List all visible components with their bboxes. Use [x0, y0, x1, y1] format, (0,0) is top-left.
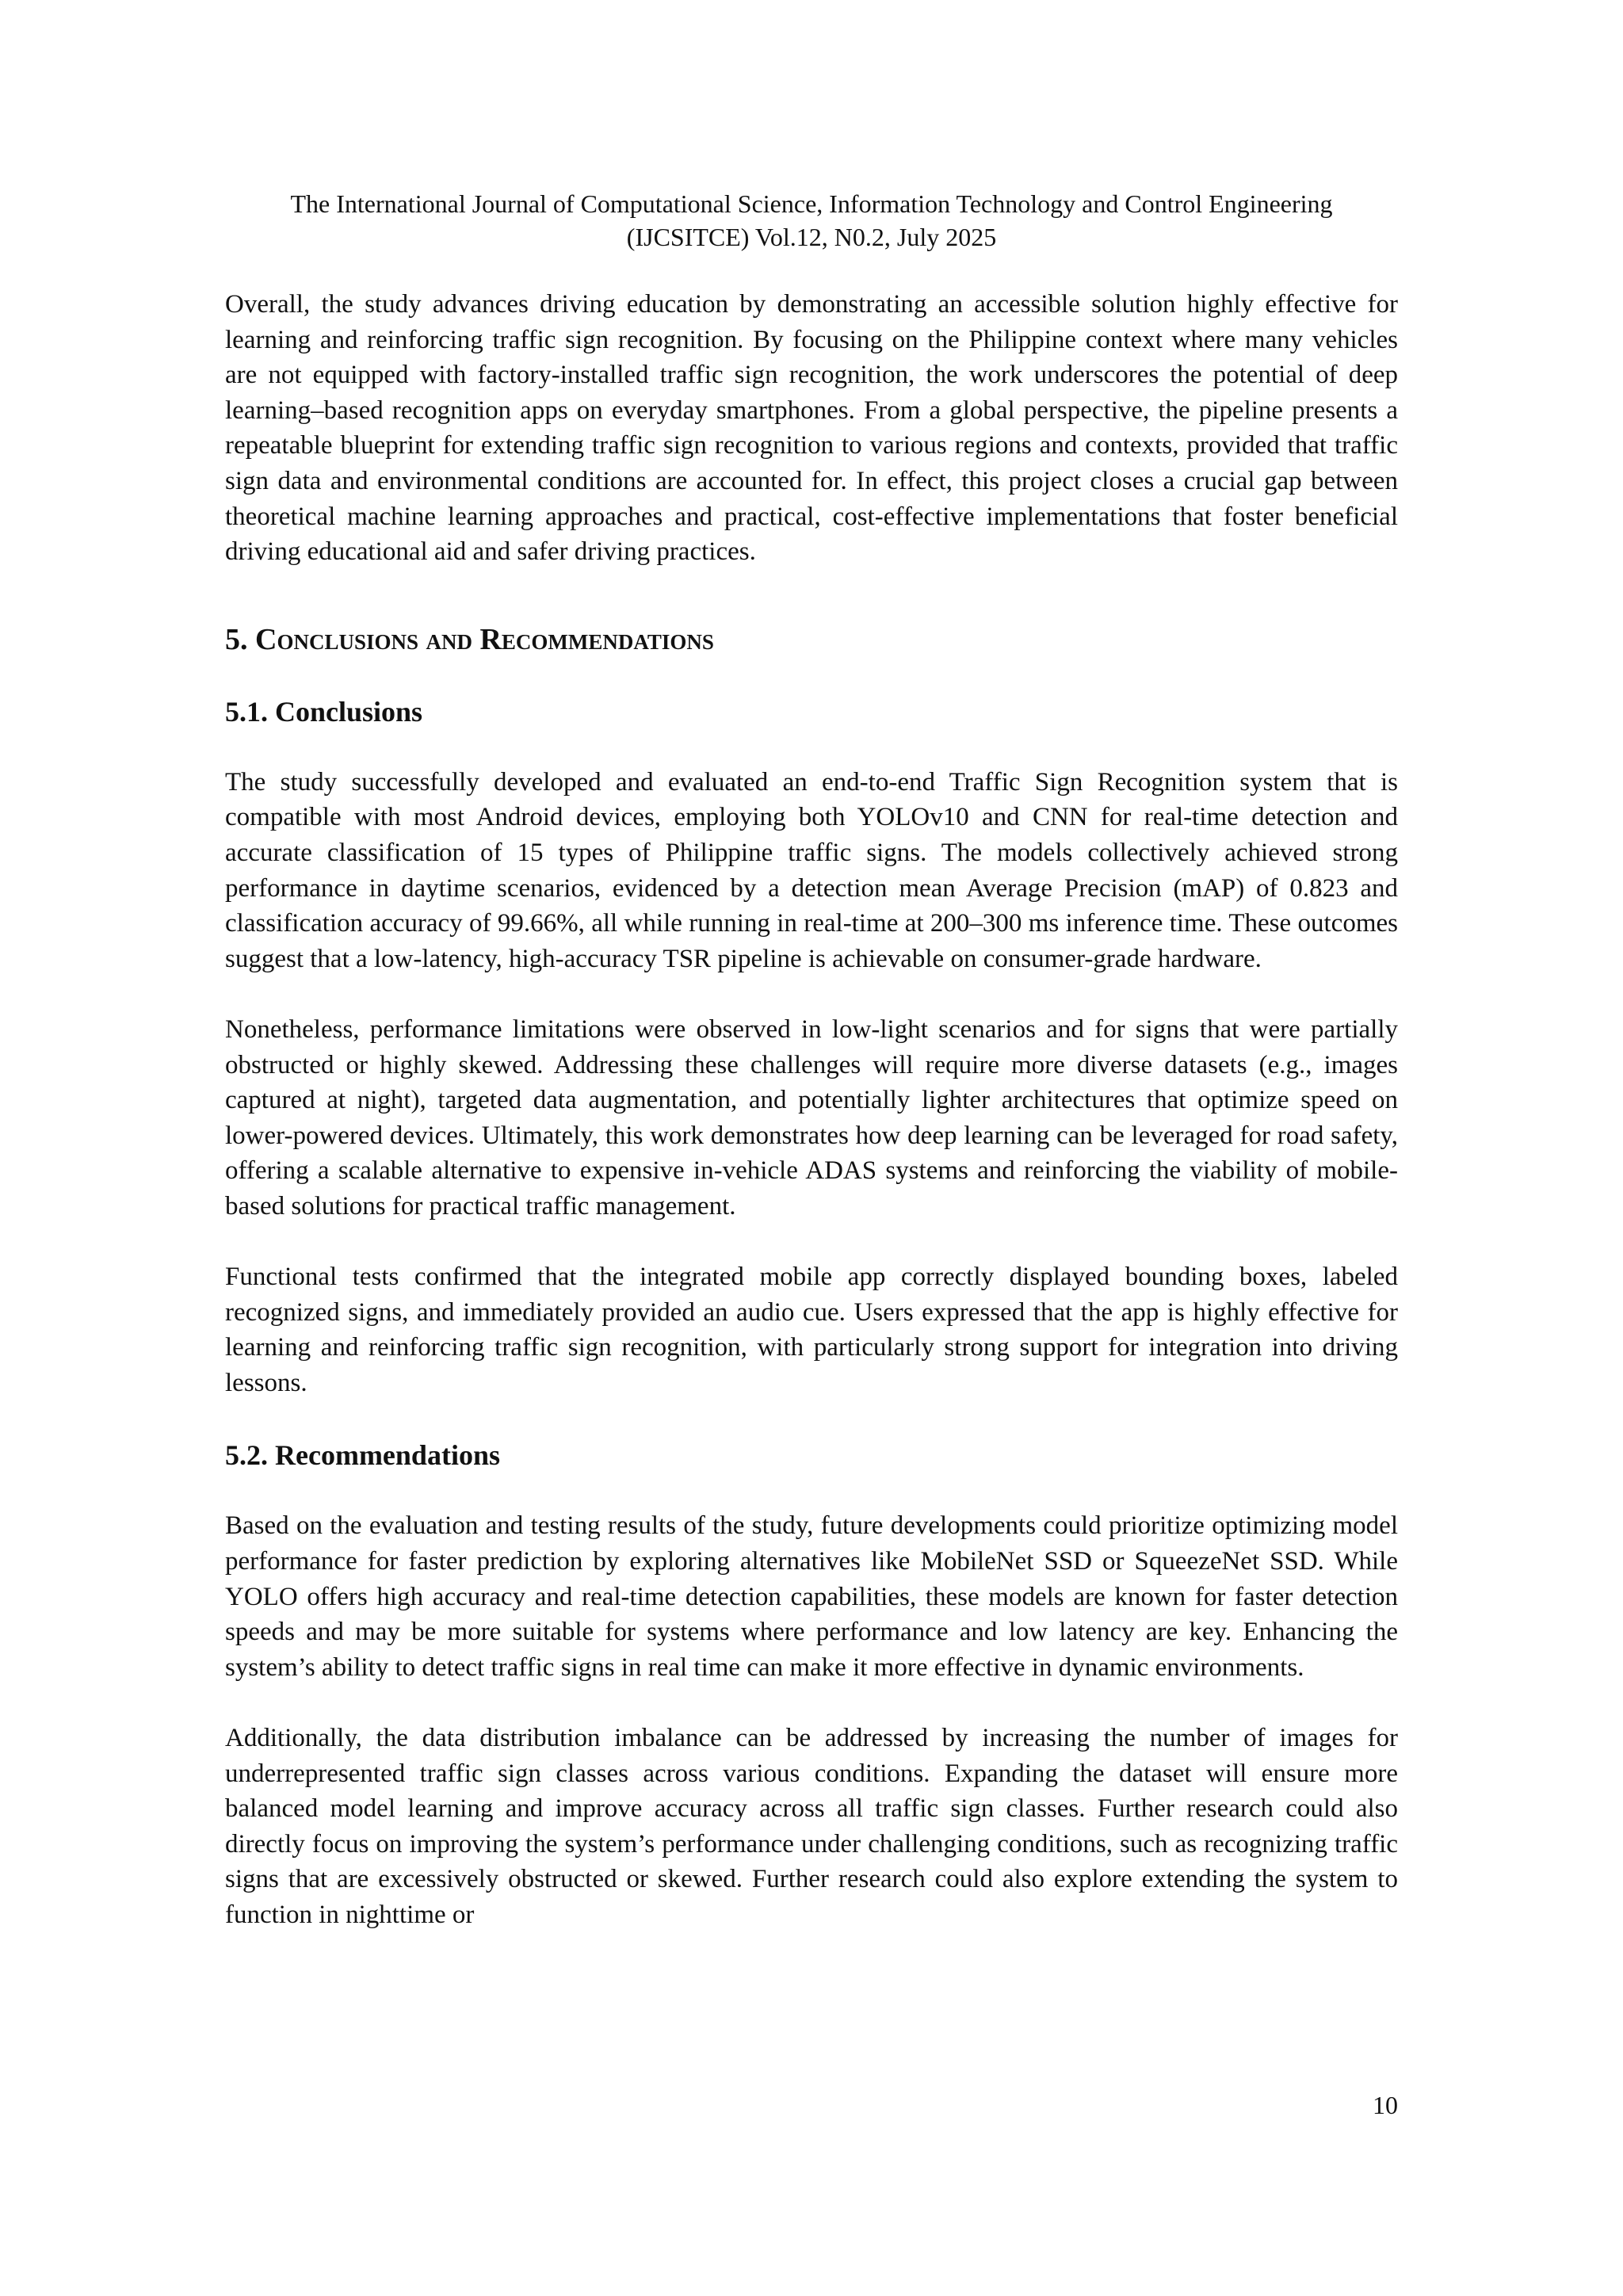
journal-header	[225, 187, 1398, 254]
journal-title: The International Journal of Computational Science, Information Technology and Control Engineering	[290, 189, 1333, 218]
conclusions-paragraph: The study successfully developed and evaluated an end-to-end Traffic Sign Recognition system that is compatible with most Android devices, employing both YOLOv10 and CNN for real-time detection and accurate classification of 15 types of Philippine traffic signs. The models collectively achieved strong performance in daytime scenarios, evidenced by a detection mean Average Precision (mAP) of 0.823 and classification accuracy of 99.66%, all while running in real-time at 200–300 ms inference time. These outcomes suggest that a low-latency, high-accuracy TSR pipeline is achievable on consumer-grade hardware.	[225, 767, 1398, 973]
journal-volume: (IJCSITCE) Vol.12, N0.2, July 2025	[626, 223, 997, 251]
section-heading-5: 5. Conclusions and Recommendations	[225, 622, 714, 656]
recommendations-paragraph: Additionally, the data distribution imbalance can be addressed by increasing the number of images for underrepresented traffic sign classes across various conditions. Expanding the dataset will ensure more balanced model learning and improve accuracy across all traffic sign classes. Further research could also directly focus on improving the system’s performance under challenging conditions, such as recognizing traffic signs that are excessively obstructed or skewed. Further research could also explore extending the system to function in nighttime or	[225, 1724, 1398, 1929]
conclusions-paragraph: Functional tests confirmed that the integrated mobile app correctly displayed bounding boxes, labeled recognized signs, and immediately provided an audio cue. Users expressed that the app is highly effective for learning and reinforcing traffic sign recognition, with particularly strong support for integration into driving lessons.	[225, 1263, 1398, 1397]
page-content	[225, 187, 1398, 1933]
page-number: 10	[1373, 2091, 1398, 2119]
intro-paragraph: Overall, the study advances driving education by demonstrating an accessible solution highly effective for learning and reinforcing traffic sign recognition. By focusing on the Philippine context where many vehicles are not equipped with factory-installed traffic sign recognition, the work underscores the potential of deep learning–based recognition apps on everyday smartphones. From a global perspective, the pipeline presents a repeatable blueprint for extending traffic sign recognition to various regions and contexts, provided that traffic sign data and environmental conditions are accounted for. In effect, this project closes a crucial gap between theoretical machine learning approaches and practical, cost-effective implementations that foster beneficial driving educational aid and safer driving practices.	[225, 290, 1398, 567]
recommendations-paragraph: Based on the evaluation and testing results of the study, future developments could prioritize optimizing model performance for faster prediction by exploring alternatives like MobileNet SSD or SqueezeNet SSD. While YOLO offers high accuracy and real-time detection capabilities, these models are known for faster detection speeds and may be more suitable for systems where performance and low latency are key. Enhancing the system’s ability to detect traffic signs in real time can make it more effective in dynamic environments.	[225, 1511, 1398, 1682]
subsection-heading-recommendations: 5.2. Recommendations	[225, 1439, 500, 1472]
subsection-heading-conclusions: 5.1. Conclusions	[225, 695, 423, 728]
conclusions-paragraph: Nonetheless, performance limitations were observed in low-light scenarios and for signs that were partially obstructed or highly skewed. Addressing these challenges will require more diverse datasets (e.g., images captured at night), targeted data augmentation, and potentially lighter architectures that optimize speed on lower-powered devices. Ultimately, this work demonstrates how deep learning can be leveraged for road safety, offering a scalable alternative to expensive in-vehicle ADAS systems and reinforcing the viability of mobile-based solutions for practical traffic management.	[225, 1014, 1398, 1221]
